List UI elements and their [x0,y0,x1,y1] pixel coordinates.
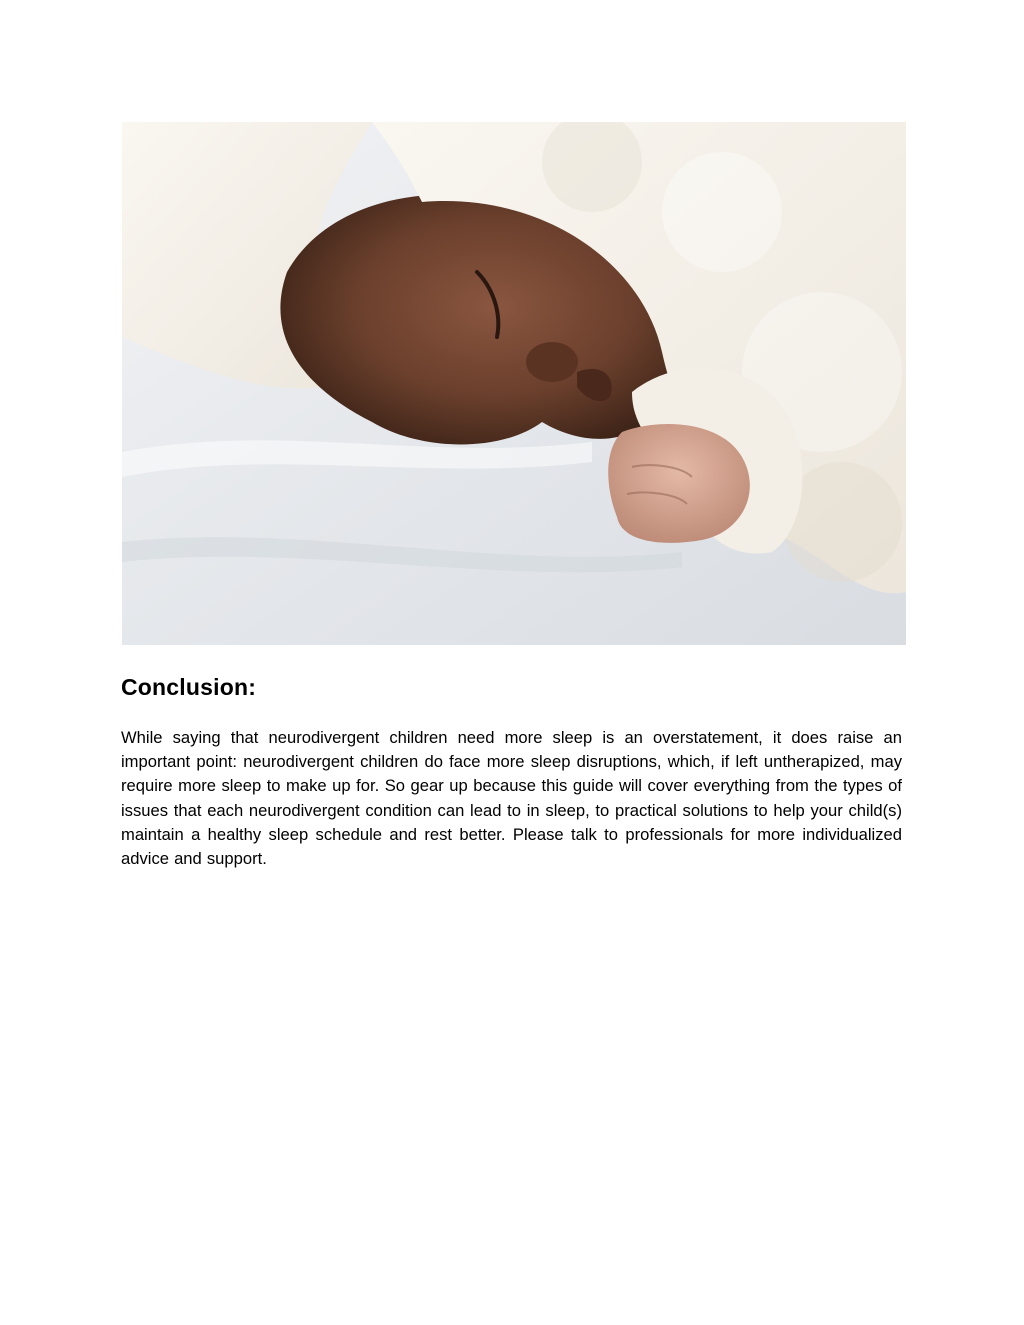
sleeping-baby-photo [122,122,906,645]
baby-nose [526,342,578,382]
sleeping-baby-illustration [122,122,906,645]
baby-hand [608,424,750,543]
conclusion-heading: Conclusion: [121,674,257,700]
conclusion-paragraph: While saying that neurodivergent children need more sleep is an overstatement, it does raise an important point: neurodivergent children do face more sleep disruptions, which, if left untherapized, may require more sleep to make up for. So gear up because this guide will cover everything from the types of issues that each neurodivergent condition can lead to in sleep, to practical solutions to help your child(s) maintain a healthy sleep schedule and rest better. Please talk to professionals for more individualized advice and support. [121,728,902,869]
